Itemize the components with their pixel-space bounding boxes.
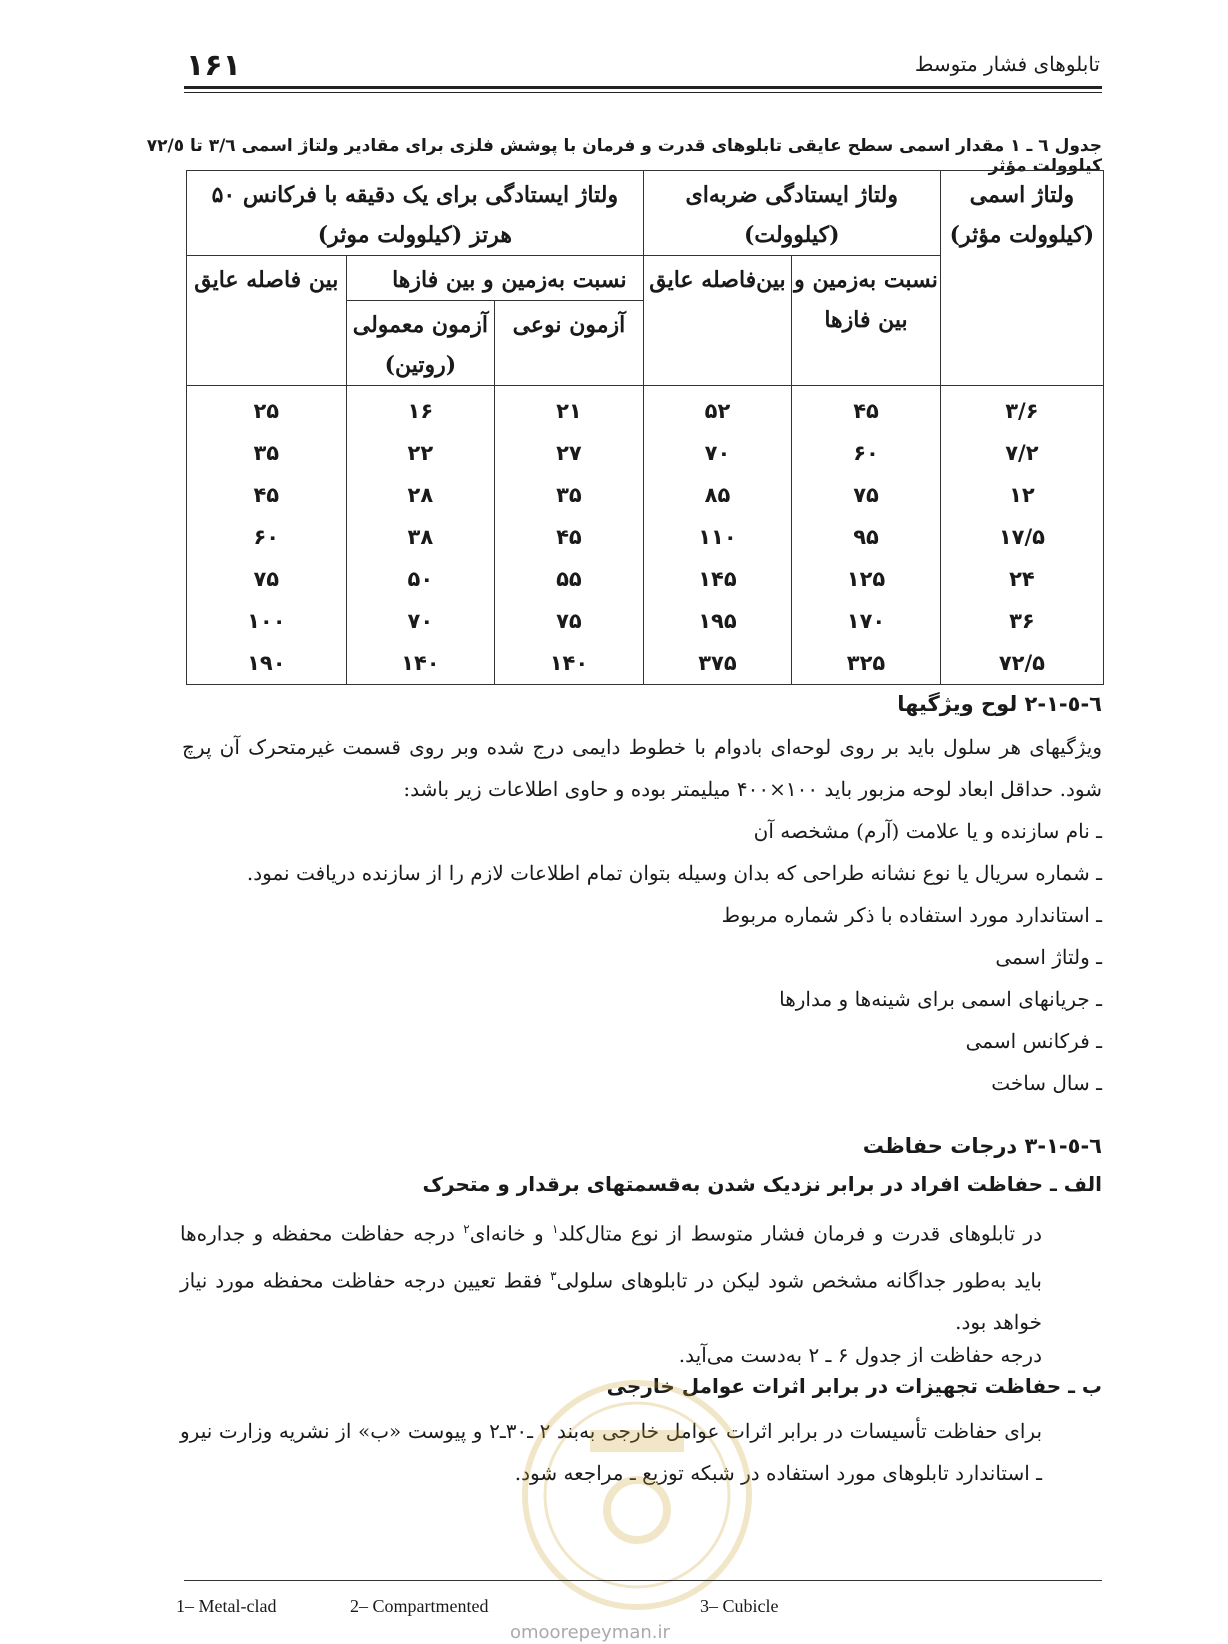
list-item: ـ سال ساخت [991,1071,1102,1095]
table-cell: ۴۵ [187,474,347,516]
table-cell: ۱۹۰ [187,642,347,685]
paragraph-a-part-1: در تابلوهای قدرت و فرمان فشار متوسط از نوع متال‌کلد [558,1221,1042,1246]
section-3-heading: ٦-٥-١-٣ درجات حفاظت [862,1134,1102,1158]
list-item: ـ فرکانس اسمی [965,1029,1102,1053]
table-cell: ۷/۲ [940,432,1103,474]
table-cell: ۱۴۰ [495,642,644,685]
table-cell: ۲۴ [940,558,1103,600]
paragraph-a-part-2: و خانه‌ای [469,1221,553,1246]
table-cell: ۷۰ [346,600,495,642]
table-cell: ۶۰ [792,432,941,474]
footnote-3: 3– Cubicle [700,1596,779,1616]
table-cell: ۱۷/۵ [940,516,1103,558]
insulation-table [186,170,1104,678]
section-2-heading: ٦-٥-١-٢ لوح ویژگیها [897,692,1102,716]
header-routine-test: آزمون معمولی (روتین) [346,301,495,386]
table-row [187,474,1104,516]
table-cell: ۲۱ [495,386,644,433]
table-cell: ۱۲۵ [792,558,941,600]
table-cell: ۹۵ [792,516,941,558]
header-impulse-isolating: بین‌فاصله عایق [643,256,792,386]
table-cell: ۳/۶ [940,386,1103,433]
table-cell: ۲۸ [346,474,495,516]
table-cell: ۳۲۵ [792,642,941,685]
paragraph-a [180,1208,1042,1343]
publisher-seal-watermark [512,1370,762,1620]
table-cell: ۵۵ [495,558,644,600]
list-item: ـ نام سازنده و یا علامت (آرم) مشخصه آن [753,819,1102,843]
footnote-1: 1– Metal-clad [176,1596,277,1616]
table-cell: ۱۴۰ [346,642,495,685]
table-cell: ۴۵ [495,516,644,558]
header-impulse-voltage: ولتاژ ایستادگی ضربه‌ای (کیلوولت) [643,171,940,256]
sub-heading-b: ب ـ حفاظت تجهیزات در برابر اثرات عوامل خارجی [606,1374,1102,1398]
table-cell: ۷۵ [187,558,347,600]
header-pf-isolating: بین فاصله عایق [187,256,347,386]
table-row [187,386,1104,433]
table-cell: ۸۵ [643,474,792,516]
table-cell: ۴۵ [792,386,941,433]
table-cell: ۲۵ [187,386,347,433]
table-cell: ۶۰ [187,516,347,558]
table-cell: ۳۶ [940,600,1103,642]
table-cell: ۳۷۵ [643,642,792,685]
table-row [187,516,1104,558]
table-body [187,386,1104,685]
table-caption: جدول ٦ ـ ١ مقدار اسمی سطح عایقی تابلوهای قدرت و فرمان با پوشش فلزی برای مقادیر ولتاژ اسمی ٣/٦ تا ٧٢/٥ کیلوولت مؤثر [146,136,1102,176]
list-item: ـ استاندارد مورد استفاده با ذکر شماره مربوط [721,903,1102,927]
site-watermark-text: omoorepeyman.ir [510,1622,670,1643]
table-cell: ۳۵ [187,432,347,474]
table-cell: ۱۱۰ [643,516,792,558]
header-type-test: آزمون نوعی [495,301,644,386]
table-cell: ۵۲ [643,386,792,433]
paragraph-b: برای حفاظت تأسیسات در برابر اثرات عوامل خارجی به‌بند ۲ ـ۳۰ـ۲ و پیوست «ب» از نشریه وزارت نیرو ـ استاندارد تابلوهای مورد استفاده در شبکه توزیع ـ مراجعه شود. [180,1419,1043,1485]
table-row [187,558,1104,600]
header-power-frequency-voltage: ولتاژ ایستادگی برای یک دقیقه با فرکانس ۵۰ هرتز (کیلوولت موثر) [187,171,644,256]
table-cell: ۷۰ [643,432,792,474]
sub-heading-a: الف ـ حفاظت افراد در برابر نزدیک شدن به‌قسمتهای برقدار و متحرک [422,1172,1102,1196]
table-row [187,642,1104,685]
table-cell: ۷۵ [792,474,941,516]
table-cell: ۱۶ [346,386,495,433]
list-item: ـ شماره سریال یا نوع نشانه طراحی که بدان وسیله بتوان تمام اطلاعات لازم را از سازنده دریافت نمود. [246,861,1102,885]
running-head: تابلوهای فشار متوسط [914,52,1100,76]
footnote-mark-1: ١ [552,1222,559,1236]
table-cell: ۱۴۵ [643,558,792,600]
footnote-mark-3: ٣ [550,1268,557,1283]
table-cell: ۱۹۵ [643,600,792,642]
table-cell: ۵۰ [346,558,495,600]
table-cell: ۱۷۰ [792,600,941,642]
paragraph-a-part-3: درجه حفاظت محفظه و جداره‌ها باید به‌طور جداگانه مشخص شود لیکن در تابلوهای سلولی [180,1221,1042,1293]
page-number: ۱۶۱ [186,48,241,83]
table-cell: ۷۲/۵ [940,642,1103,685]
section-2-paragraph: ویژگیهای هر سلول باید بر روی لوحه‌ای بادوام با خطوط دایمی درج شده وبر روی قسمت غیرمتحرک آن پرچ شود. حداقل ابعاد لوحه مزبور باید ۱۰۰×۴۰۰ میلیمتر بوده و حاوی اطلاعات زیر باشد: [182,735,1102,801]
table-cell: ۱۲ [940,474,1103,516]
table-row [187,432,1104,474]
footnote-rule [184,1580,1102,1581]
header-pf-to-earth: نسبت به‌زمین و بین فازها [346,256,643,301]
table-cell: ۲۲ [346,432,495,474]
table-row [187,600,1104,642]
list-item: ـ جریانهای اسمی برای شینه‌ها و مدارها [779,987,1102,1011]
table-cell: ۳۵ [495,474,644,516]
table-cell: ۲۷ [495,432,644,474]
header-impulse-to-earth: نسبت به‌زمین و بین فازها [792,256,941,386]
paragraph-a-note: درجه حفاظت از جدول ۶ ـ ۲ به‌دست می‌آید. [678,1343,1042,1367]
footnote-2: 2– Compartmented [350,1596,489,1616]
table-cell: ۳۸ [346,516,495,558]
table-cell: ۷۵ [495,600,644,642]
table-cell: ۱۰۰ [187,600,347,642]
nameplate-list [182,810,1102,1104]
list-item: ـ ولتاژ اسمی [995,945,1102,969]
header-rated-voltage: ولتاژ اسمی (کیلوولت مؤثر) [940,171,1103,386]
paragraph-a-part-4: فقط تعیین درجه حفاظت محفظه مورد نیاز خواهد بود. [180,1268,1042,1335]
footnote-mark-2: ٢ [463,1222,470,1236]
header-rule [184,86,1102,93]
